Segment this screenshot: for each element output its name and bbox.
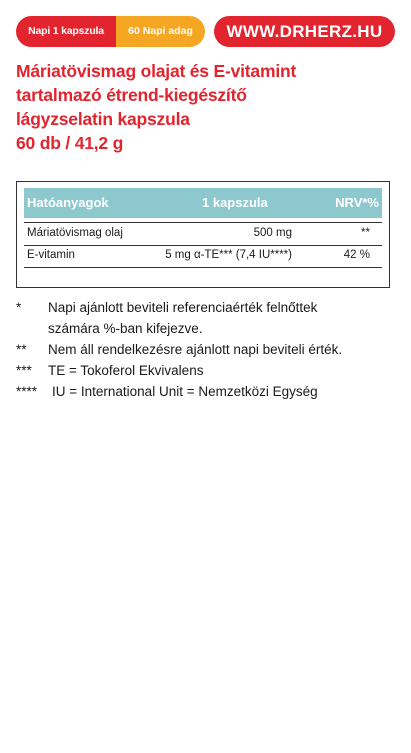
top-bar xyxy=(16,16,395,47)
footnote-mark: **** xyxy=(16,384,38,399)
title-line: 60 db / 41,2 g xyxy=(16,133,124,153)
footnote-text: IU = International Unit = Nemzetközi Egység xyxy=(52,384,318,399)
ingredient-dose: 500 mg xyxy=(253,227,292,239)
table-header xyxy=(24,188,382,218)
table-row xyxy=(24,222,382,246)
product-title xyxy=(16,59,396,155)
footnote-text: Nem áll rendelkezésre ajánlott napi beviteli érték. xyxy=(48,342,343,357)
footnotes xyxy=(16,297,396,402)
header-nrv: NRV*% xyxy=(335,195,379,210)
footnote-text: TE = Tokoferol Ekvivalens xyxy=(48,363,204,378)
ingredient-dose: 5 mg α-TE*** (7,4 IU****) xyxy=(165,249,292,261)
footnote-text: Napi ajánlott beviteli referenciaérték felnőttek xyxy=(48,300,318,315)
footnote xyxy=(16,381,396,402)
footnote-mark: ** xyxy=(16,342,27,357)
footnote-text: számára %-ban kifejezve. xyxy=(48,321,203,336)
ingredient-nrv: 42 % xyxy=(343,249,370,261)
footnote xyxy=(16,339,396,360)
ingredient-name: E-vitamin xyxy=(27,249,75,261)
dosage-badge xyxy=(16,16,205,47)
header-per-capsule: 1 kapszula xyxy=(202,195,268,210)
title-line: tartalmazó étrend-kiegészítő xyxy=(16,85,247,105)
nutrition-table xyxy=(16,181,390,288)
title-line: Máriatövismag olajat és E-vitamint xyxy=(16,61,297,81)
footnote-mark: *** xyxy=(16,363,32,378)
footnote xyxy=(16,360,396,381)
title-line: lágyzselatin kapszula xyxy=(16,109,190,129)
footnote xyxy=(16,297,396,339)
daily-capsule-badge: Napi 1 kapszula xyxy=(16,16,116,47)
ingredient-nrv: ** xyxy=(361,227,370,239)
ingredient-name: Máriatövismag olaj xyxy=(27,227,123,239)
table-row xyxy=(24,245,382,268)
header-active-ingredients: Hatóanyagok xyxy=(27,195,109,210)
days-supply-badge: 60 Napi adag xyxy=(116,16,205,47)
website-badge: WWW.DRHERZ.HU xyxy=(214,16,395,47)
footnote-mark: * xyxy=(16,300,22,315)
